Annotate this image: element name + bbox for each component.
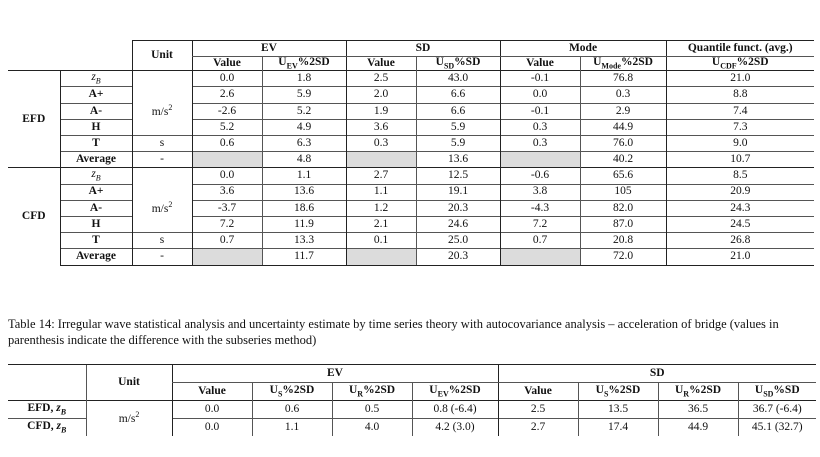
- table-row: H 5.2 4.9 3.6 5.9 0.3 44.9 7.3: [8, 119, 814, 135]
- table-row: T s 0.7 13.3 0.1 25.0 0.7 20.8 26.8: [8, 233, 814, 249]
- sd-header: SD: [346, 41, 500, 57]
- mode-value-header: Value: [500, 57, 580, 71]
- table-row: H 7.2 11.9 2.1 24.6 7.2 87.0 24.5: [8, 216, 814, 232]
- unit-header: Unit: [132, 41, 192, 71]
- unit-header: Unit: [86, 365, 172, 401]
- quantile-header: Quantile funct. (avg.): [666, 41, 814, 57]
- sd-value-header: Value: [346, 57, 416, 71]
- table-row: T s 0.6 6.3 0.3 5.9 0.3 76.0 9.0: [8, 136, 814, 152]
- average-row: Average - 11.7 20.3 72.0 21.0: [8, 249, 814, 265]
- sd-u-header: $U_{SD}\%SD$: [416, 57, 500, 71]
- mode-header: Mode: [500, 41, 666, 57]
- ev-u-header: $U_{EV}\%2SD$: [262, 57, 346, 71]
- row-label: EFD, $z_B$: [8, 401, 86, 419]
- results-table-top: [8, 40, 814, 266]
- efd-group-label: EFD: [8, 71, 60, 168]
- var-label: $z_B$: [60, 168, 132, 184]
- quantile-u-header: $U_{CDF}\%2SD$: [666, 57, 814, 71]
- table-row: EFD $z_B$ 0.0 1.8 2.5 43.0 -0.1 76.8 21.0: [8, 71, 814, 87]
- ev-header: EV: [172, 365, 498, 383]
- table-row: A- -2.6 5.2 1.9 6.6 -0.1 2.9 7.4: [8, 103, 814, 119]
- table-row: A- -3.7 18.6 1.2 20.3 -4.3 82.0 24.3: [8, 200, 814, 216]
- average-row: Average - 4.8 13.6 40.2 10.7: [8, 152, 814, 168]
- sd-header: SD: [498, 365, 816, 383]
- table-row: A+ $m/s^2$ 3.6 13.6 1.1 19.1 3.8 105 20.9: [8, 184, 814, 200]
- ev-value-header: Value: [192, 57, 262, 71]
- cfd-group-label: CFD: [8, 168, 60, 265]
- ev-header: EV: [192, 41, 346, 57]
- row-label: CFD, $z_B$: [8, 419, 86, 437]
- table-row: CFD $z_B$ 0.0 1.1 2.7 12.5 -0.6 65.6 8.5: [8, 168, 814, 184]
- var-label: $z_B$: [60, 71, 132, 87]
- mode-u-header: $U_{Mode}\%2SD$: [580, 57, 666, 71]
- table-row: A+ $m/s^2$ 2.6 5.9 2.0 6.6 0.0 0.3 8.8: [8, 87, 814, 103]
- sd-value-header: Value: [498, 383, 578, 401]
- table-row: EFD, $z_B$ $m/s^2$ 0.0 0.6 0.5 0.8 (-6.4) 2.5 13.5 36.5 36.7 (-6.4): [8, 401, 816, 419]
- unit-ms2: $m/s^2$: [132, 184, 192, 233]
- results-table-bottom: Unit EV SD Value $U_S\%2SD$ $U_R\%2SD$ $U_{EV}\%2SD$ Value $U_S\%2SD$ $U_R\%2SD$ $U_{SD}\%SD$ EFD, $z_B$ $m/s^2$ 0.0 0.6 0.5 0.8 (-6.4) 2.5 13.5 36.5 36.7 (-6.4) CFD, $z_B$ 0.0 1.1 4.0 4.2 (3.0) 2.7 17.4 44.9 45.1 (32.7): [8, 364, 816, 436]
- ev-value-header: Value: [172, 383, 252, 401]
- table-caption: Table 14: Irregular wave statistical analysis and uncertainty estimate by time series theory with autocovariance analysis – acceleration of bridge (values in parenthesis indicate the difference with the subseries method): [8, 317, 779, 347]
- table-row: CFD, $z_B$ 0.0 1.1 4.0 4.2 (3.0) 2.7 17.4 44.9 45.1 (32.7): [8, 419, 816, 437]
- unit-ms2: $m/s^2$: [132, 87, 192, 136]
- unit-ms2: $m/s^2$: [86, 401, 172, 437]
